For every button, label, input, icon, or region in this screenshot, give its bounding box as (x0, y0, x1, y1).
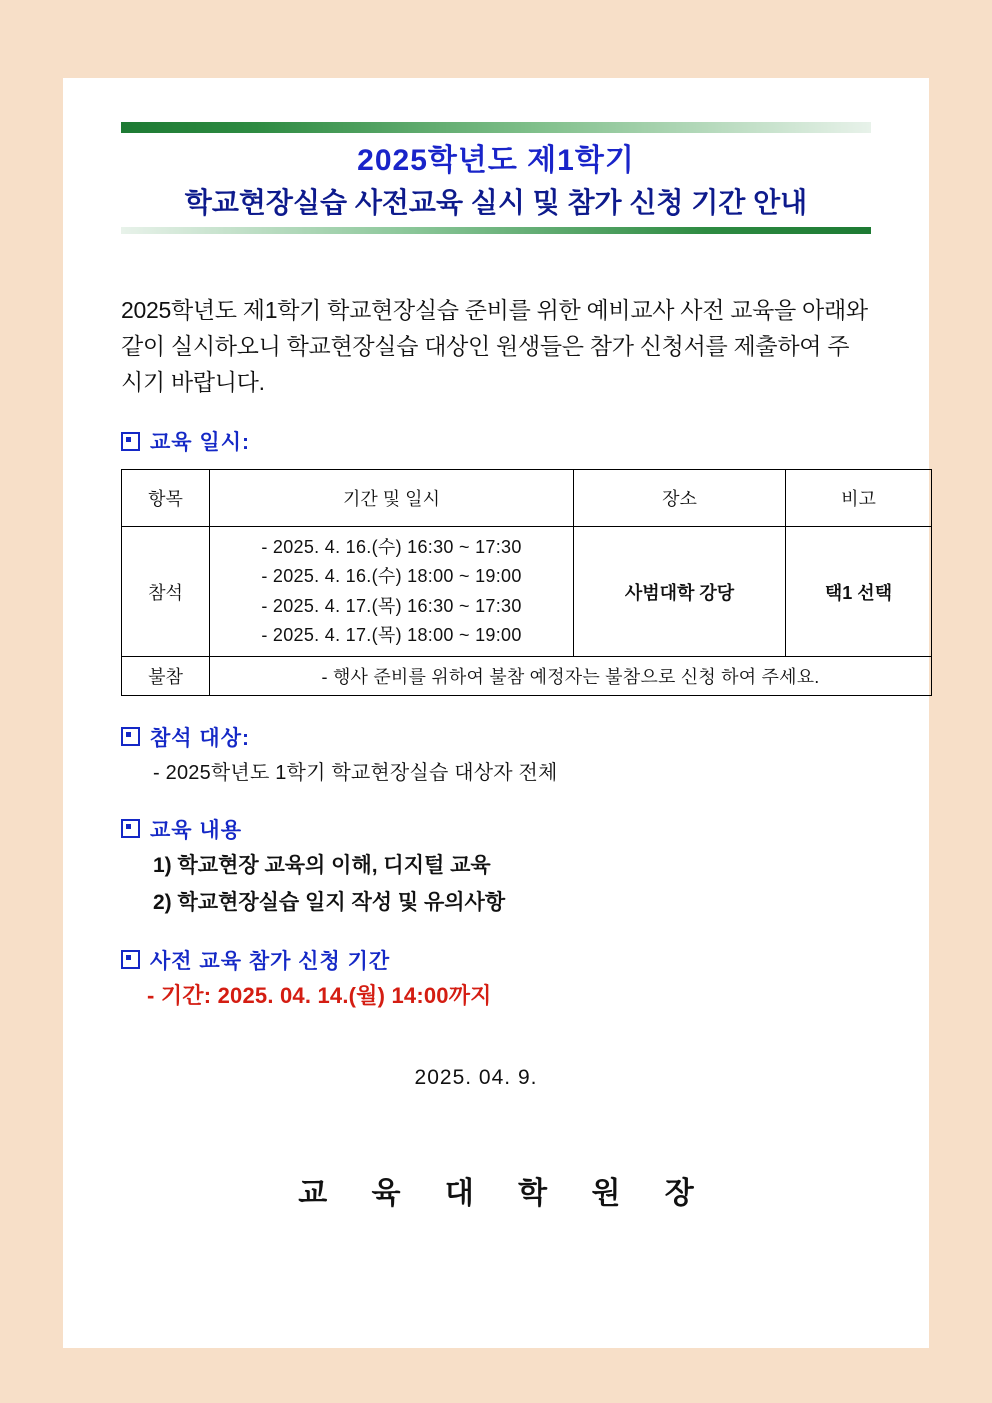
application-deadline: - 기간: 2025. 04. 14.(월) 14:00까지 (147, 982, 492, 1008)
title-line-1: 2025학년도 제1학기 (357, 144, 635, 177)
row-text-absent: - 행사 준비를 위하여 불참 예정자는 불참으로 신청 하여 주세요. (210, 656, 932, 695)
title-block (121, 133, 871, 227)
section-heading-schedule (121, 426, 871, 456)
table-header-row (122, 470, 932, 527)
column-header-period: 기간 및 일시 (210, 470, 574, 527)
square-bullet-icon (121, 819, 140, 838)
table-row (122, 656, 932, 695)
signature-line: 교 육 대 학 원 장 (298, 1176, 712, 1210)
section-heading-schedule-label: 교육 일시: (150, 431, 250, 455)
intro-paragraph: 2025학년도 제1학기 학교현장실습 준비를 위한 예비교사 사전 교육을 아래와 같이 실시하오니 학교현장실습 대상인 원생들은 참가 신청서를 제출하여 주시기 바랍니다. (121, 297, 868, 395)
column-header-item: 항목 (122, 470, 210, 527)
column-header-note: 비고 (786, 470, 932, 527)
schedule-table (121, 469, 932, 696)
section-heading-curriculum (121, 814, 871, 844)
square-bullet-icon (121, 432, 140, 451)
section-target (121, 722, 871, 788)
section-heading-target-label: 참석 대상: (150, 726, 250, 750)
header-rule-bottom (121, 227, 871, 234)
notice-page (63, 78, 929, 1348)
square-bullet-icon (121, 727, 140, 746)
header-rule-top (121, 122, 871, 133)
period-option-3: - 2025. 4. 17.(목) 16:30 ~ 17:30 (261, 595, 522, 616)
section-heading-target (121, 722, 871, 752)
document-body (121, 234, 893, 1212)
document-header (121, 122, 871, 234)
row-note-attend: 택1 선택 (786, 527, 932, 657)
section-heading-application-label: 사전 교육 참가 신청 기간 (150, 949, 391, 973)
section-schedule (121, 426, 893, 696)
period-option-1: - 2025. 4. 16.(수) 16:30 ~ 17:30 (261, 537, 522, 558)
section-heading-curriculum-label: 교육 내용 (150, 818, 242, 842)
curriculum-item-2: 2) 학교현장실습 일지 작성 및 유의사항 (153, 891, 506, 915)
table-row (122, 527, 932, 657)
title-line-2: 학교현장실습 사전교육 실시 및 참가 신청 기간 안내 (184, 186, 808, 218)
column-header-place: 장소 (574, 470, 786, 527)
row-item-attend: 참석 (122, 527, 210, 657)
issue-date: 2025. 04. 9. (414, 1065, 538, 1089)
row-place-attend: 사범대학 강당 (574, 527, 786, 657)
period-option-4: - 2025. 4. 17.(목) 18:00 ~ 19:00 (261, 624, 522, 645)
row-item-absent: 불참 (122, 656, 210, 695)
period-option-2: - 2025. 4. 16.(수) 18:00 ~ 19:00 (261, 566, 522, 587)
section-application (121, 945, 871, 1010)
square-bullet-icon (121, 950, 140, 969)
row-periods-attend (210, 527, 574, 657)
target-item-1: - 2025학년도 1학기 학교현장실습 대상자 전체 (153, 761, 558, 784)
section-curriculum (121, 814, 871, 919)
section-heading-application (121, 945, 871, 975)
curriculum-item-1: 1) 학교현장 교육의 이해, 디지털 교육 (153, 853, 491, 877)
